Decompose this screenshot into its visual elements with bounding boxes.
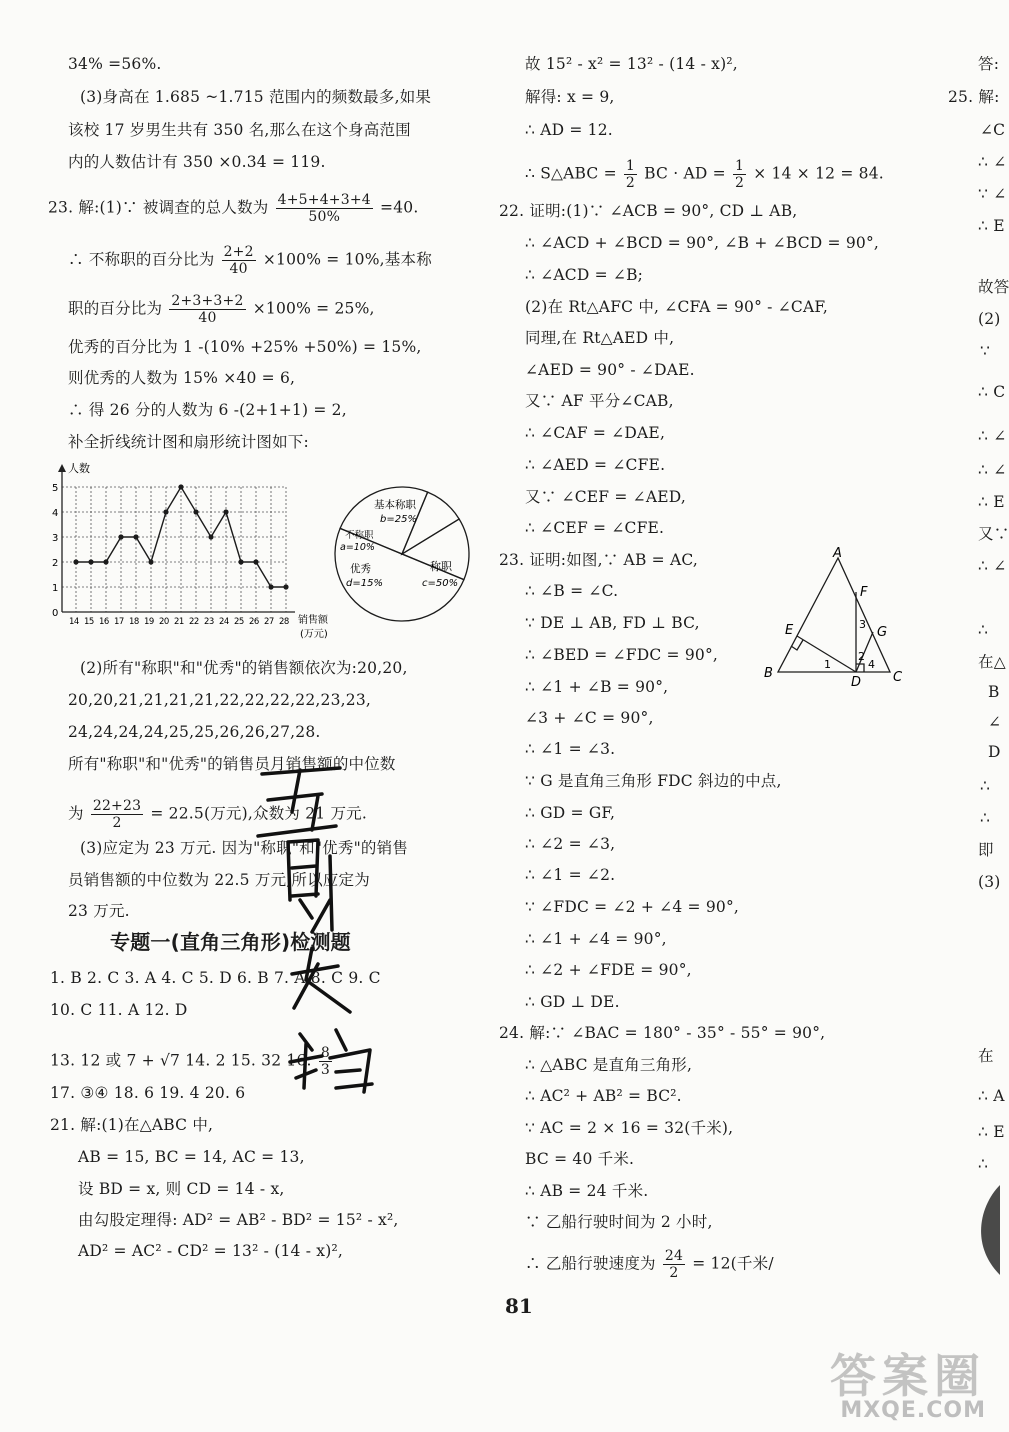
text-line: ∴ ∠1 + ∠B = 90°, <box>525 678 669 696</box>
text-line <box>68 293 375 326</box>
text-line: ∴ ∠ACD = ∠B; <box>525 266 644 284</box>
y-axis-arrow <box>58 464 66 472</box>
text-line <box>525 158 884 191</box>
text-line: 故 15² - x² = 13² - (14 - x)², <box>525 55 738 73</box>
text-line: (2)所有"称职"和"优秀"的销售额依次为:20,20, <box>80 659 408 677</box>
text-line: ∴ ∠ <box>978 153 1007 171</box>
text-line: ∵ ∠ <box>978 185 1007 203</box>
x-axis-unit: (万元) <box>300 629 328 640</box>
x-tick-label: 24 <box>219 617 229 627</box>
line-chart <box>40 460 340 645</box>
text-line: 23. 证明:如图,∵ AB = AC, <box>499 551 699 569</box>
text-line: ∴ A <box>978 1087 1005 1105</box>
text-line: (3) <box>978 873 1001 891</box>
text-line: ∴ ∠ACD + ∠BCD = 90°, ∠B + ∠BCD = 90°, <box>525 234 880 252</box>
triangle-abc <box>778 558 890 672</box>
label-c: C <box>893 670 903 685</box>
label-e: E <box>785 623 794 638</box>
text-line: ∴ E <box>978 217 1005 235</box>
page-curl-shape <box>981 1185 1000 1275</box>
text-line: ∴ AC² + AB² = BC². <box>525 1087 682 1105</box>
text-line: 34% =56%. <box>68 55 162 73</box>
text-segment: = 22.5(万元),众数为 21 万元. <box>150 804 367 823</box>
text-segment: 职的百分比为 <box>68 299 163 318</box>
pie-label-excellent: 优秀 <box>350 563 371 575</box>
label-g: G <box>877 625 888 640</box>
text-line: ∴ ∠B = ∠C. <box>525 582 619 600</box>
text-segment: ∴ 不称职的百分比为 <box>68 250 215 269</box>
text-line: ∴ ∠CEF = ∠CFE. <box>525 519 665 537</box>
text-segment: 23. 解:(1)∵ 被调查的总人数为 <box>48 198 269 217</box>
data-point <box>208 534 213 539</box>
text-line: 同理,在 Rt△AED 中, <box>525 329 675 347</box>
text-line: ∴ ∠1 + ∠4 = 90°, <box>525 930 667 948</box>
fraction-numerator: 8 <box>320 1045 330 1061</box>
text-line: 24. 解:∵ ∠BAC = 180° - 35° - 55° = 90°, <box>499 1024 826 1042</box>
text-line: 又∵ AF 平分∠CAB, <box>525 392 674 410</box>
text-line: ∵ <box>980 342 991 360</box>
problem-23-line <box>48 192 418 225</box>
x-tick-label: 19 <box>144 617 154 627</box>
data-point <box>223 509 228 514</box>
data-point <box>193 509 198 514</box>
text-line: 24,24,24,24,25,25,26,26,27,28. <box>68 723 321 741</box>
text-line: ∴ GD = GF, <box>525 804 616 822</box>
text-line: 答: <box>978 55 1000 73</box>
page-curl-shadow <box>960 1185 1000 1275</box>
fraction-denominator: 2 <box>112 815 122 831</box>
pie-value-excellent: d=15% <box>346 578 383 589</box>
text-line: 员销售额的中位数为 22.5 万元,所以应定为 <box>68 871 370 889</box>
page-number: 81 <box>505 1294 533 1318</box>
fraction-denominator: 2 <box>669 1265 679 1281</box>
text-line: 25. 解: <box>948 88 1000 106</box>
angle-2: 2 <box>858 650 865 663</box>
data-point <box>133 534 138 539</box>
text-line: ∵ 乙船行驶时间为 2 小时, <box>525 1213 713 1231</box>
x-tick-label: 27 <box>264 617 274 627</box>
text-line: ∴ ∠2 + ∠FDE = 90°, <box>525 961 692 979</box>
fraction-denominator: 40 <box>198 310 217 326</box>
fraction-denominator: 2 <box>734 175 745 191</box>
text-line: ∴ E <box>978 493 1005 511</box>
text-line: 则优秀的人数为 15% ×40 = 6, <box>68 369 296 387</box>
fraction <box>222 244 256 277</box>
text-line: ∵ G 是直角三角形 FDC 斜边的中点, <box>525 772 782 790</box>
data-point <box>118 534 123 539</box>
fraction <box>319 1045 332 1078</box>
text-line: ∴ ∠2 = ∠3, <box>525 835 616 853</box>
x-tick-label: 20 <box>159 617 169 627</box>
x-tick-label: 23 <box>204 617 214 627</box>
text-segment: × 14 × 12 = 84. <box>753 164 884 183</box>
left-column <box>0 0 480 1432</box>
angle-4: 4 <box>868 658 875 671</box>
x-tick-label: 21 <box>174 617 184 627</box>
y-tick-label: 0 <box>52 608 59 619</box>
text-line <box>68 798 367 831</box>
data-point <box>253 559 258 564</box>
text-segment: 13. 12 或 7 + √7 14. 2 15. 32 16. <box>50 1051 312 1070</box>
text-segment: ∴ S△ABC = <box>525 164 617 183</box>
pie-chart <box>332 478 482 633</box>
label-f: F <box>860 585 868 600</box>
fraction-numerator: 24 <box>664 1248 684 1264</box>
text-segment: ∴ 乙船行驶速度为 <box>525 1254 656 1273</box>
text-line: ∴ ∠ <box>978 461 1007 479</box>
x-tick-label: 14 <box>69 617 79 627</box>
text-line: (3)应定为 23 万元. 因为"称职"和"优秀"的销售 <box>80 839 409 857</box>
pie-value-competent: c=50% <box>422 578 459 589</box>
text-line: ∠C <box>980 121 1006 139</box>
text-line: 内的人数估计有 350 ×0.34 = 119. <box>68 153 326 171</box>
triangle-figure <box>760 548 910 688</box>
answer-line: 1. B 2. C 3. A 4. C 5. D 6. B 7. A 8. C 9. C <box>50 969 381 987</box>
text-line: 20,20,21,21,21,21,22,22,22,22,23,23, <box>68 691 372 709</box>
watermark-url: MXQE.COM <box>840 1398 986 1423</box>
text-line: ∠AED = 90° - ∠DAE. <box>525 361 695 379</box>
watermark <box>686 1340 986 1432</box>
y-tick-label: 1 <box>52 583 59 594</box>
text-line: 由勾股定理得: AD² = AB² - BD² = 15² - x², <box>78 1211 399 1229</box>
text-line: ∴ ∠BED = ∠FDC = 90°, <box>525 646 719 664</box>
y-tick-label: 4 <box>52 508 59 519</box>
text-line: ∵ ∠FDC = ∠2 + ∠4 = 90°, <box>525 898 740 916</box>
text-line: ∠3 + ∠C = 90°, <box>525 709 654 727</box>
text-line: ∵ DE ⊥ AB, FD ⊥ BC, <box>525 614 700 632</box>
text-line: ∵ AC = 2 × 16 = 32(千米), <box>525 1119 734 1137</box>
fraction-numerator: 2+3+3+2 <box>171 293 244 309</box>
answer-line <box>50 1045 334 1078</box>
y-tick-labels <box>52 483 58 619</box>
pie-label-incompetent: 不称职 <box>345 530 374 541</box>
middle-column <box>485 0 940 1432</box>
text-line: 在△ <box>978 653 1006 671</box>
x-tick-label: 17 <box>114 617 124 627</box>
pie-value-basic-competent: b=25% <box>380 514 417 525</box>
x-tick-label: 18 <box>129 617 139 627</box>
y-tick-label: 3 <box>52 533 59 544</box>
fraction <box>91 798 143 831</box>
label-d: D <box>851 675 862 690</box>
text-line: ∴ 得 26 分的人数为 6 -(2+1+1) = 2, <box>68 401 347 419</box>
text-line: ∴ ∠ <box>978 427 1007 445</box>
y-tick-label: 2 <box>52 558 59 569</box>
chart-grid <box>62 487 286 612</box>
text-line: ∴ C <box>978 383 1006 401</box>
fraction-denominator: 3 <box>320 1062 330 1078</box>
text-segment: ×100% = 10%,基本称 <box>262 250 432 269</box>
text-line: ∴ <box>978 1155 989 1173</box>
text-line <box>525 1248 774 1281</box>
text-line: 在 <box>978 1047 994 1065</box>
text-line: D <box>988 743 1001 761</box>
text-segment: 为 <box>68 804 84 823</box>
x-tick-label: 26 <box>249 617 259 627</box>
text-line: (2) <box>978 310 1001 328</box>
fraction <box>276 192 373 225</box>
fraction-numerator: 22+23 <box>92 798 142 814</box>
text-line: ∴ <box>980 777 991 795</box>
x-tick-label: 22 <box>189 617 199 627</box>
x-axis-label: 销售额 <box>298 615 328 626</box>
text-line: 设 BD = x, 则 CD = 14 - x, <box>78 1180 285 1198</box>
text-line: 即 <box>978 841 994 859</box>
pie-value-incompetent: a=10% <box>340 542 375 553</box>
data-point <box>73 559 78 564</box>
text-line: 又∵ ∠CEF = ∠AED, <box>525 488 686 506</box>
data-point <box>163 509 168 514</box>
data-point <box>103 559 108 564</box>
angle-3: 3 <box>859 618 866 631</box>
text-line: ∴ △ABC 是直角三角形, <box>525 1056 693 1074</box>
data-point <box>148 559 153 564</box>
text-line: 22. 证明:(1)∵ ∠ACB = 90°, CD ⊥ AB, <box>499 202 798 220</box>
text-line: B <box>988 683 1000 701</box>
text-line: ∴ AB = 24 千米. <box>525 1182 649 1200</box>
x-tick-labels <box>69 617 289 627</box>
fraction <box>733 158 746 191</box>
text-line: ∴ ∠1 = ∠2. <box>525 866 616 884</box>
text-line: (3)身高在 1.685 ~1.715 范围内的频数最多,如果 <box>80 88 432 106</box>
text-line: ∴ <box>980 809 991 827</box>
fraction-numerator: 1 <box>734 158 745 174</box>
fraction-numerator: 4+5+4+3+4 <box>277 192 371 208</box>
answer-line: 17. ③④ 18. 6 19. 4 20. 6 <box>50 1084 246 1102</box>
text-line: 优秀的百分比为 1 -(10% +25% +50%) = 15%, <box>68 338 422 356</box>
text-line: ∴ GD ⊥ DE. <box>525 993 620 1011</box>
text-line: (2)在 Rt△AFC 中, ∠CFA = 90° - ∠CAF, <box>525 298 829 316</box>
fraction-numerator: 1 <box>625 158 636 174</box>
text-line <box>68 244 432 277</box>
x-tick-label: 28 <box>279 617 289 627</box>
text-line: ∴ ∠AED = ∠CFE. <box>525 456 666 474</box>
x-tick-label: 25 <box>234 617 244 627</box>
text-line: AB = 15, BC = 14, AC = 13, <box>78 1148 305 1166</box>
text-line: ∠ <box>988 713 1002 731</box>
text-line: ∴ AD = 12. <box>525 121 613 139</box>
text-line: ∴ E <box>978 1123 1005 1141</box>
fraction-denominator: 2 <box>625 175 636 191</box>
watermark-logo-text: 答案圈 <box>830 1349 986 1403</box>
label-b: B <box>764 666 773 681</box>
text-line: 23 万元. <box>68 902 130 920</box>
data-point <box>238 559 243 564</box>
y-tick-label: 5 <box>52 483 59 494</box>
x-tick-label: 15 <box>84 617 94 627</box>
text-segment: ×100% = 25%, <box>252 299 375 318</box>
fraction <box>624 158 637 191</box>
data-point <box>268 584 273 589</box>
data-point <box>88 559 93 564</box>
pie-label-basic-competent: 基本称职 <box>374 499 416 511</box>
data-point <box>178 484 183 489</box>
angle-1: 1 <box>824 658 831 671</box>
label-a: A <box>833 546 842 561</box>
text-segment: = 12(千米/ <box>692 1254 774 1273</box>
section-title: 专题一(直角三角形)检测题 <box>110 930 351 954</box>
text-line: 21. 解:(1)在△ABC 中, <box>50 1116 214 1134</box>
fraction-denominator: 50% <box>308 209 341 225</box>
x-tick-label: 16 <box>99 617 109 627</box>
fraction-numerator: 2+2 <box>223 244 254 260</box>
text-segment: =40. <box>380 198 419 217</box>
text-line: 该校 17 岁男生共有 350 名,那么在这个身高范围 <box>68 121 411 139</box>
answer-line: 10. C 11. A 12. D <box>50 1001 188 1019</box>
text-line: BC = 40 千米. <box>525 1150 635 1168</box>
text-line: 补全折线统计图和扇形统计图如下: <box>68 433 309 451</box>
fraction <box>169 293 245 326</box>
text-line: 又∵ <box>978 525 1009 543</box>
text-line: AD² = AC² - CD² = 13² - (14 - x)², <box>78 1242 343 1260</box>
text-line: ∴ ∠CAF = ∠DAE, <box>525 424 666 442</box>
data-point <box>283 584 288 589</box>
text-line: ∴ <box>978 621 989 639</box>
pie-label-competent: 称职 <box>430 560 452 573</box>
fraction <box>663 1248 685 1281</box>
text-line: ∴ ∠ <box>978 557 1007 575</box>
fraction-denominator: 40 <box>229 261 248 277</box>
text-line: 所有"称职"和"优秀"的销售员月销售额的中位数 <box>68 755 396 773</box>
text-line: 故答 <box>978 278 1009 296</box>
text-line: 解得: x = 9, <box>525 88 615 106</box>
text-segment: BC · AD = <box>644 164 726 183</box>
y-axis-label: 人数 <box>68 462 90 475</box>
text-line: ∴ ∠1 = ∠3. <box>525 740 616 758</box>
